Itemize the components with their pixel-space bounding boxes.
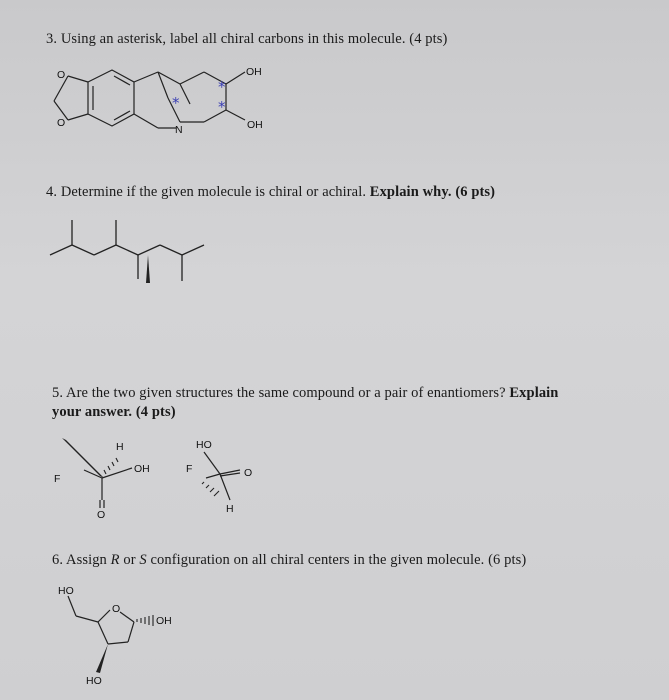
q3-atom-o-top: O: [57, 69, 66, 81]
q5-right-atom-o: O: [244, 467, 253, 479]
q5-left-atom-o: O: [97, 509, 106, 521]
q3-chiral-star-1: *: [218, 78, 226, 96]
question-6-or: or: [123, 552, 136, 568]
q5-left-atom-f: F: [54, 473, 61, 485]
q5-right-atom-ho: HO: [196, 439, 212, 451]
q6-atom-ho-bottom: HO: [86, 675, 102, 687]
q5-right-atom-h: H: [226, 503, 234, 515]
question-3-molecule: [40, 60, 290, 145]
question-3-prompt: Using an asterisk, label all chiral carbons in this molecule. (4 pts): [60, 31, 448, 47]
q6-atom-o-ring: O: [112, 603, 121, 615]
question-6-prompt-pre: Assign: [66, 552, 107, 568]
q5-right-atom-f: F: [186, 463, 193, 475]
question-5-prompt-bold-1: Explain: [509, 385, 559, 401]
question-5-prompt: Are the two given structures the same compound or a pair of enantiomers?: [66, 385, 506, 401]
question-5-left-structure: [50, 432, 170, 522]
q5-left-atom-oh: OH: [134, 463, 150, 475]
question-6-s: S: [139, 552, 147, 568]
question-4-molecule: [40, 215, 230, 290]
question-6-prompt-post: configuration on all chiral centers in the given molecule. (6 pts): [150, 552, 527, 568]
q6-atom-oh: OH: [156, 615, 172, 627]
question-5-right-structure: [178, 432, 278, 522]
question-4-number: 4.: [46, 184, 58, 200]
q5-left-atom-h: H: [116, 441, 124, 453]
question-4-prompt: Determine if the given molecule is chiral or achiral.: [60, 184, 367, 200]
question-6-r: R: [110, 552, 120, 568]
question-6-molecule: [50, 582, 200, 692]
question-3-text: [46, 30, 447, 49]
question-4-prompt-bold: Explain why. (6 pts): [369, 184, 496, 200]
q3-atom-oh-bottom: OH: [247, 119, 263, 131]
q3-atom-o-bottom: O: [57, 117, 66, 129]
question-5-prompt-bold-2: your answer. (4 pts): [52, 404, 176, 420]
question-6-number: 6.: [52, 552, 64, 568]
q3-atom-n: N: [175, 124, 183, 136]
question-4-text: [46, 183, 495, 202]
q3-chiral-star-3: *: [218, 98, 226, 116]
question-5-number: 5.: [52, 385, 64, 401]
question-5-text: [52, 384, 642, 422]
question-6-text: [52, 551, 526, 570]
q3-atom-oh-top: OH: [246, 66, 262, 78]
question-3-number: 3.: [46, 31, 58, 47]
q6-atom-ho-top: HO: [58, 585, 74, 597]
q3-chiral-star-2: *: [172, 94, 180, 112]
